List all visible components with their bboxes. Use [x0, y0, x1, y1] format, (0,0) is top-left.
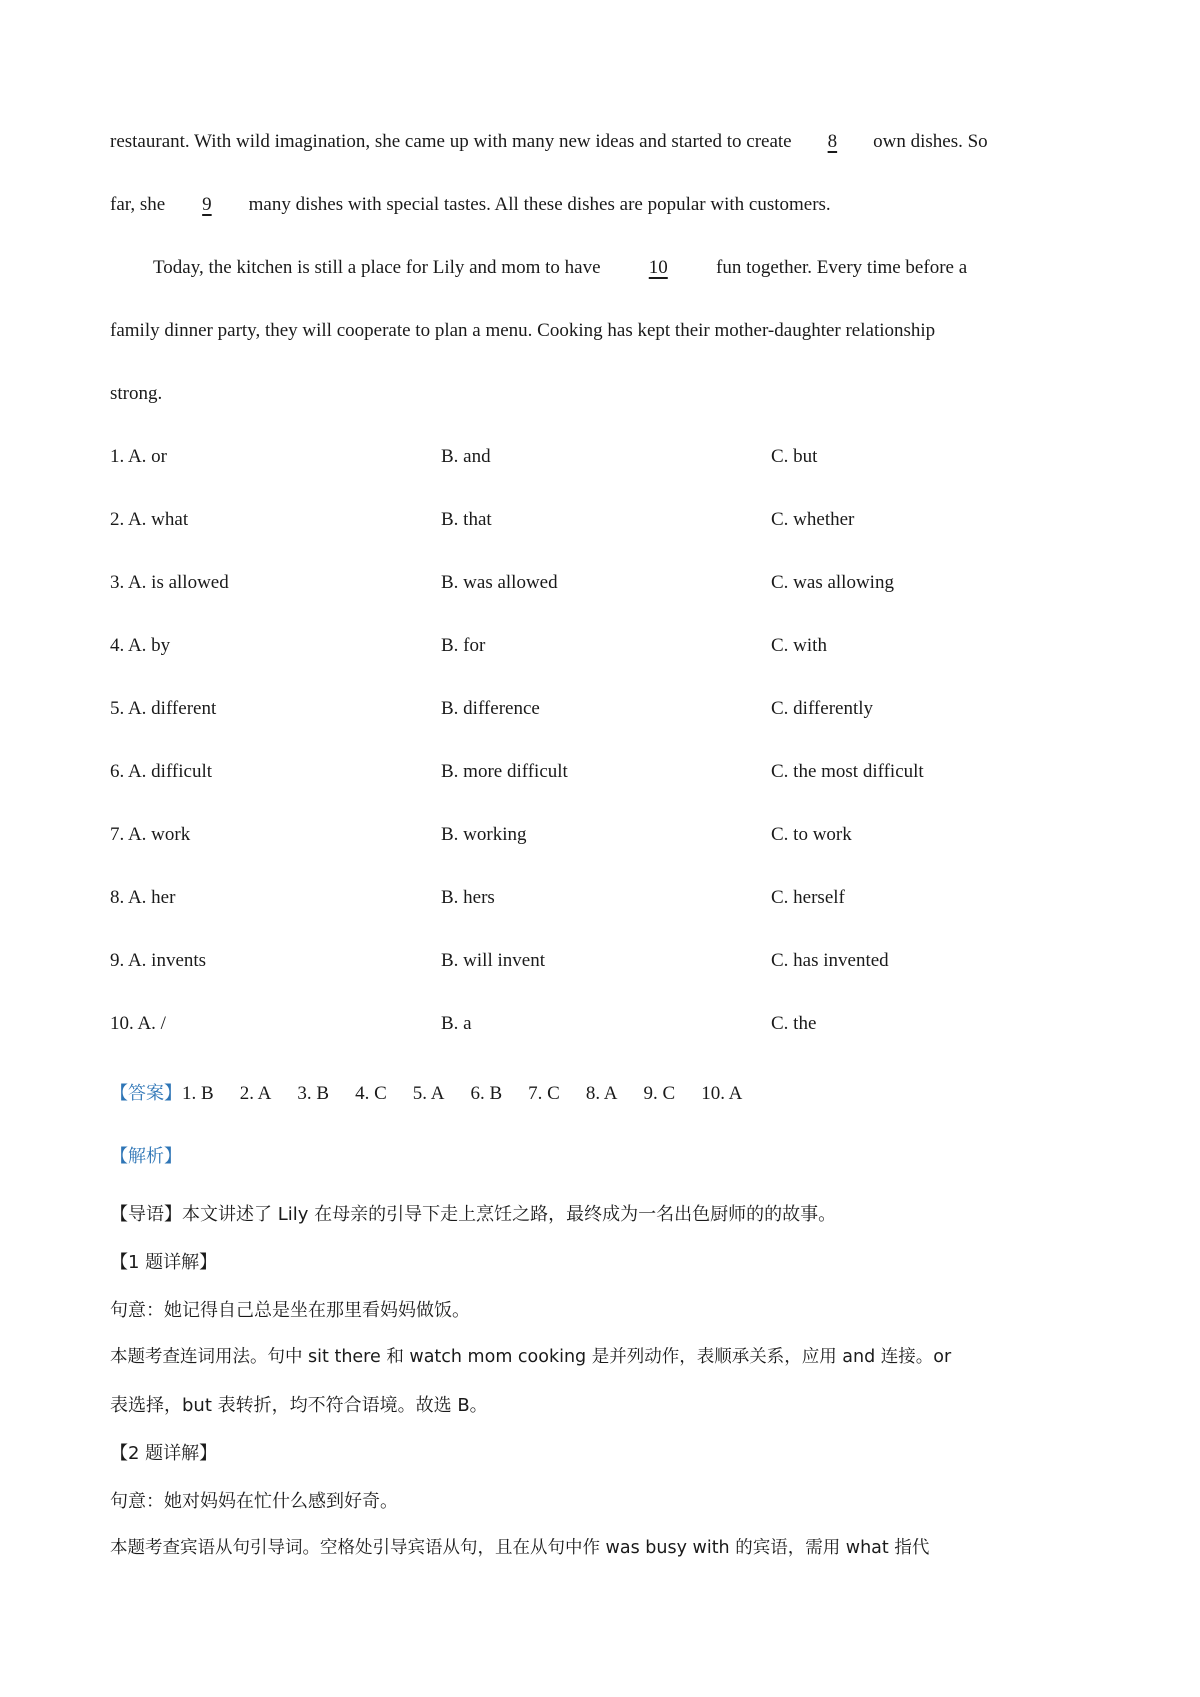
option-b: B. and [441, 446, 491, 467]
q1-explanation-line-2: 表选择，but 表转折，均不符合语境。故选 B。 [110, 1395, 488, 1416]
answer-item: 5. A [412, 1083, 445, 1104]
option-b: B. difference [441, 698, 540, 719]
passage-text: far, she [110, 194, 170, 215]
q2-title: 【2 题详解】 [110, 1443, 218, 1464]
option-c: C. whether [771, 509, 855, 530]
passage-text: many dishes with special tastes. All these dishes are popular with customers. [243, 194, 831, 215]
option-b: B. was allowed [441, 572, 558, 593]
option-a: 7. A. work [110, 824, 191, 845]
option-b: B. for [441, 635, 486, 656]
option-a: 1. A. or [110, 446, 167, 467]
option-c: C. differently [771, 698, 874, 719]
passage-line-3 [153, 257, 967, 279]
option-c: C. herself [771, 887, 845, 908]
option-b: B. working [441, 824, 527, 845]
answer-item: 7. C [528, 1083, 560, 1104]
answer-item: 4. C [355, 1083, 387, 1104]
option-c: C. was allowing [771, 572, 894, 593]
option-b: B. more difficult [441, 761, 568, 782]
passage-line-1 [110, 131, 988, 153]
option-row-4 [110, 635, 1110, 661]
passage-line-4: family dinner party, they will cooperate to plan a menu. Cooking has kept their mother-daughter relationship [110, 320, 936, 341]
passage-text: fun together. Every time before a [711, 257, 968, 278]
passage-text: Today, the kitchen is still a place for Lily and mom to have [153, 257, 606, 278]
answer-item: 1. B [182, 1083, 214, 1104]
option-a: 10. A. / [110, 1013, 166, 1034]
answer-item: 9. C [643, 1083, 676, 1104]
option-b: B. will invent [441, 950, 545, 971]
option-c: C. to work [771, 824, 852, 845]
answer-label: 【答案】 [110, 1083, 182, 1104]
q2-meaning: 句意：她对妈妈在忙什么感到好奇。 [110, 1491, 398, 1512]
option-b: B. hers [441, 887, 495, 908]
q1-meaning: 句意：她记得自己总是坐在那里看妈妈做饭。 [110, 1300, 470, 1321]
option-a: 6. A. difficult [110, 761, 213, 782]
passage-line-5: strong. [110, 383, 163, 404]
answer-item: 10. A [701, 1083, 743, 1104]
option-c: C. with [771, 635, 827, 656]
blank-10: 10 [648, 257, 668, 278]
option-row-6 [110, 761, 1110, 787]
option-a: 4. A. by [110, 635, 171, 656]
blank-9: 9 [202, 194, 212, 215]
option-row-7 [110, 824, 1110, 850]
option-c: C. the [771, 1013, 817, 1034]
blank-8: 8 [827, 131, 838, 152]
option-c: C. has invented [771, 950, 889, 971]
option-a: 8. A. her [110, 887, 176, 908]
passage-line-2 [110, 194, 831, 216]
option-row-1 [110, 446, 1110, 472]
q1-title: 【1 题详解】 [110, 1252, 218, 1273]
answer-item: 8. A [585, 1083, 618, 1104]
option-a: 3. A. is allowed [110, 572, 229, 593]
analysis-label: 【解析】 [110, 1146, 182, 1167]
passage-text: own dishes. So [868, 131, 988, 152]
q1-explanation-line-1: 本题考查连词用法。句中 sit there 和 watch mom cooking 是并列动作，表顺承关系，应用 and 连接。or [110, 1347, 952, 1367]
option-b: B. that [441, 509, 492, 530]
answer-item: 6. B [470, 1083, 503, 1104]
option-a: 9. A. invents [110, 950, 207, 971]
answer-item: 3. B [297, 1083, 330, 1104]
intro-text: 【导语】本文讲述了 Lily 在母亲的引导下走上烹饪之路，最终成为一名出色厨师的的故事。 [110, 1204, 837, 1225]
answer-key [110, 1079, 768, 1105]
option-c: C. the most difficult [771, 761, 924, 782]
option-c: C. but [771, 446, 818, 467]
option-b: B. a [441, 1013, 472, 1034]
option-row-5 [110, 698, 1110, 724]
option-row-2 [110, 509, 1110, 535]
option-a: 2. A. what [110, 509, 189, 530]
q2-explanation-line-1: 本题考查宾语从句引导词。空格处引导宾语从句，且在从句中作 was busy with 的宾语，需用 what 指代 [110, 1538, 930, 1558]
option-row-10 [110, 1013, 1110, 1039]
option-row-9 [110, 950, 1110, 976]
option-a: 5. A. different [110, 698, 217, 719]
passage-text: restaurant. With wild imagination, she came up with many new ideas and started to create [110, 131, 797, 152]
option-row-3 [110, 572, 1110, 598]
answer-item: 2. A [239, 1083, 272, 1104]
option-row-8 [110, 887, 1110, 913]
